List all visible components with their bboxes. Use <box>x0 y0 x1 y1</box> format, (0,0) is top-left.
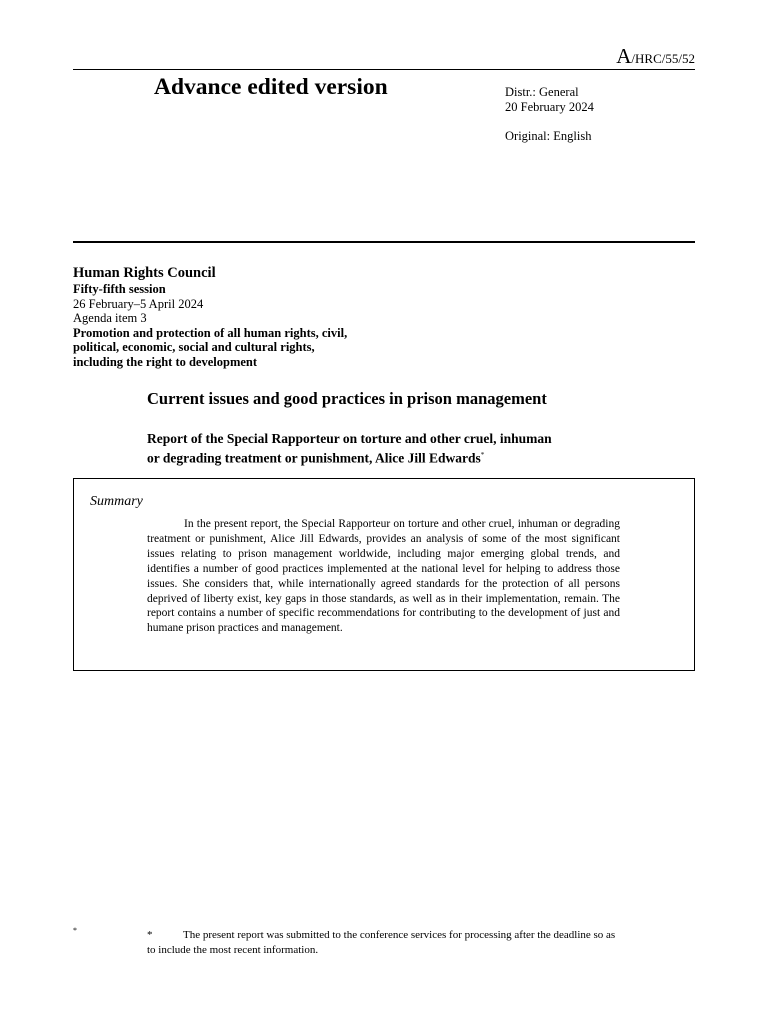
footnote-text: The present report was submitted to the conference services for processing after the deadline so as to include the most recent information. <box>147 929 616 956</box>
footnote-margin-mark: * <box>73 926 77 935</box>
agenda-title-line-1: Promotion and protection of all human rights, civil, <box>73 325 348 340</box>
thick-divider <box>73 241 695 243</box>
distribution-block <box>505 85 594 115</box>
document-date: 20 February 2024 <box>505 100 594 114</box>
council-block <box>73 265 347 370</box>
document-symbol-prefix: A <box>616 44 632 68</box>
distribution-label: Distr.: General <box>505 85 579 99</box>
document-symbol <box>616 44 695 69</box>
report-subtitle-line-2: or degrading treatment or punishment, Alice Jill Edwards <box>147 450 481 466</box>
session-name: Fifty-fifth session <box>73 282 166 296</box>
session-dates: 26 February–5 April 2024 <box>73 296 204 311</box>
summary-text: In the present report, the Special Rapporteur on torture and other cruel, inhuman or degrading treatment or punishment, Alice Jill Edwards, provides an analysis of some of the most significant issues relating to prison management worldwide, including major emerging global trends, and identifies a number of good practices implemented at the national level for helping to address those issues. She considers that, while internationally agreed standards for the protection of all persons deprived of liberty exist, key gaps in those standards, as well as in their implementation, remain. The report contains a number of specific recommendations for contributing to the development of just and humane prison practices and management. <box>147 518 620 635</box>
report-subtitle-line-1: Report of the Special Rapporteur on torture and other cruel, inhuman <box>147 431 552 446</box>
footnote-reference[interactable]: * <box>480 451 485 459</box>
footnote <box>147 928 617 957</box>
summary-heading: Summary <box>90 494 143 509</box>
agenda-title-line-2: political, economic, social and cultural rights, <box>73 340 315 355</box>
report-subtitle <box>147 430 627 467</box>
report-subtitle-line-2-wrap <box>147 447 627 467</box>
advance-version-label: Advance edited version <box>154 74 388 100</box>
agenda-title-line-3: including the right to development <box>73 354 258 369</box>
original-language: Original: English <box>505 129 592 143</box>
header-rule <box>73 69 695 70</box>
report-title: Current issues and good practices in prison management <box>147 389 547 408</box>
document-symbol-rest: /HRC/55/52 <box>631 51 695 66</box>
council-name: Human Rights Council <box>73 265 216 281</box>
footnote-mark: * <box>147 929 153 941</box>
agenda-item: Agenda item 3 <box>73 311 147 326</box>
